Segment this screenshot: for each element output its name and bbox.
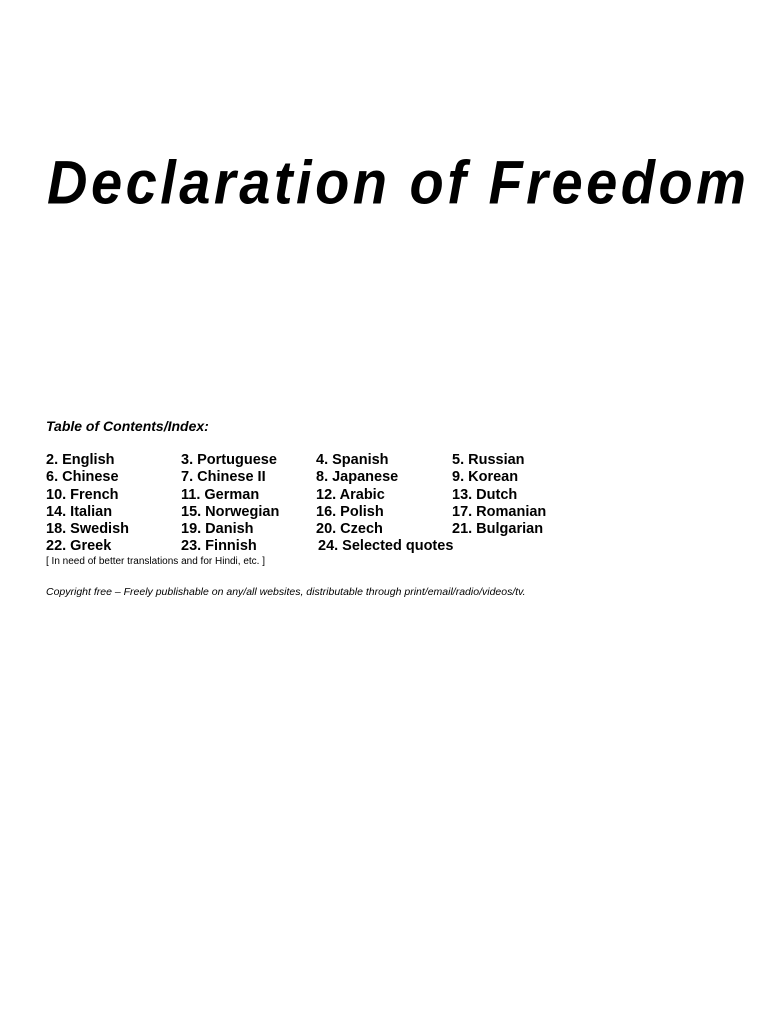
translation-note: [ In need of better translations and for Hindi, etc. ] (46, 556, 266, 567)
toc-item-english: 2. English (46, 452, 115, 468)
toc-item-japanese: 8. Japanese (316, 469, 399, 485)
toc-item-french: 10. French (46, 487, 119, 503)
toc-item-swedish: 18. Swedish (46, 521, 130, 537)
toc-item-russian: 5. Russian (452, 452, 525, 468)
toc-item-arabic: 12. Arabic (316, 487, 385, 503)
toc-item-polish: 16. Polish (316, 504, 384, 520)
toc-item-spanish: 4. Spanish (316, 452, 389, 468)
toc-item-danish: 19. Danish (181, 521, 254, 537)
toc-item-chinese-ii: 7. Chinese II (181, 469, 266, 485)
toc-item-finnish: 23. Finnish (181, 538, 257, 554)
toc-item-czech: 20. Czech (316, 521, 383, 537)
toc-item-norwegian: 15. Norwegian (181, 504, 280, 520)
document-title: Declaration of Freedom (47, 147, 750, 217)
toc-item-bulgarian: 21. Bulgarian (452, 521, 544, 537)
toc-heading: Table of Contents/Index: (46, 418, 209, 434)
toc-item-german: 11. German (181, 487, 260, 503)
toc-item-romanian: 17. Romanian (452, 504, 547, 520)
toc-item-dutch: 13. Dutch (452, 487, 518, 503)
toc-item-korean: 9. Korean (452, 469, 519, 485)
toc-item-chinese: 6. Chinese (46, 469, 119, 485)
toc-item-italian: 14. Italian (46, 504, 113, 520)
toc-grid (46, 452, 606, 556)
toc-item-portuguese: 3. Portuguese (181, 452, 277, 468)
toc-item-greek: 22. Greek (46, 538, 112, 554)
toc-item-selected-quotes: 24. Selected quotes (318, 538, 454, 554)
copyright-notice: Copyright free – Freely publishable on any/all websites, distributable through print/email/radio/videos/tv. (46, 586, 526, 598)
